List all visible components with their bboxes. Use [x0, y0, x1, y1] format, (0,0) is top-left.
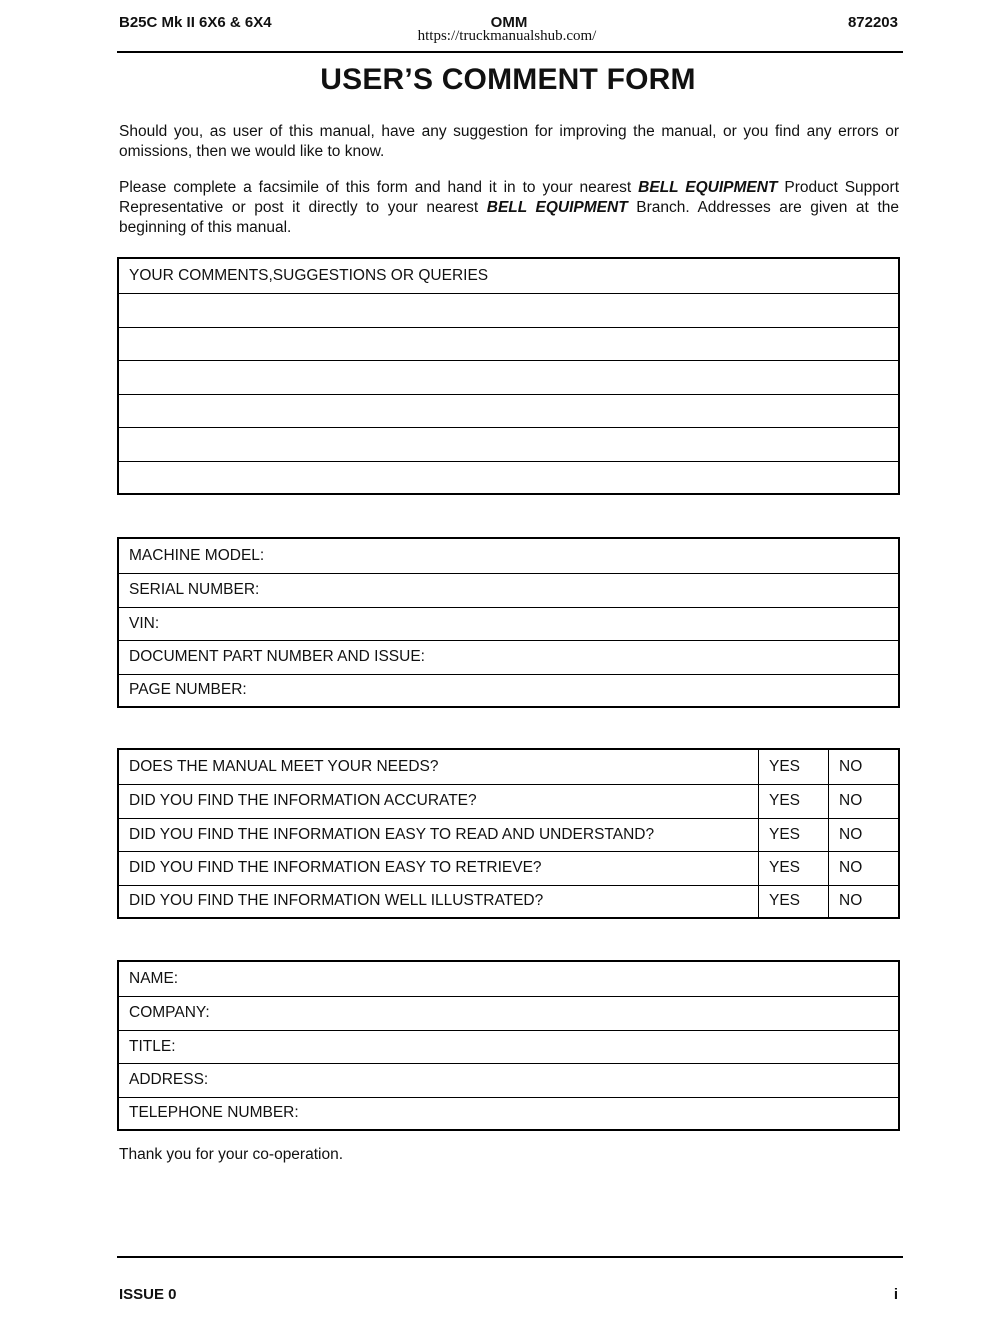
page-title: USER’S COMMENT FORM — [320, 63, 696, 96]
header-model: B25C Mk II 6X6 & 6X4 — [119, 14, 272, 31]
question-text: DID YOU FIND THE INFORMATION EASY TO RETRIEVE? — [129, 859, 542, 877]
question-row — [119, 818, 898, 852]
header-doc-number: 872203 — [847, 14, 898, 31]
brand-name: BELL EQUIPMENT — [486, 199, 628, 216]
yes-option[interactable]: YES — [758, 785, 828, 818]
yes-option[interactable]: YES — [758, 886, 828, 917]
yes-option[interactable]: YES — [758, 750, 828, 784]
feedback-questions-box — [117, 748, 900, 919]
name-field[interactable] — [119, 962, 898, 996]
comment-line[interactable] — [119, 394, 898, 428]
question-text: DOES THE MANUAL MEET YOUR NEEDS? — [129, 758, 439, 775]
question-row — [119, 851, 898, 885]
brand-name: BELL EQUIPMENT — [638, 179, 778, 196]
intro-paragraph-2 — [119, 178, 899, 238]
no-option[interactable]: NO — [828, 886, 898, 917]
vin-label: VIN: — [129, 614, 160, 632]
intro-text-start: Please complete a facsimile of this form and hand it in to your nearest — [119, 179, 632, 196]
telephone-label: TELEPHONE NUMBER: — [129, 1104, 299, 1121]
contact-details-box — [117, 960, 900, 1131]
question-text: DID YOU FIND THE INFORMATION ACCURATE? — [129, 792, 477, 810]
header-url[interactable]: https://truckmanualshub.com/ — [417, 28, 597, 44]
question-row — [119, 750, 898, 784]
comments-box — [117, 257, 900, 495]
serial-number-label: SERIAL NUMBER: — [129, 581, 260, 599]
page-number-field[interactable] — [119, 674, 898, 706]
address-field[interactable] — [119, 1063, 898, 1097]
document-part-number-field[interactable] — [119, 640, 898, 674]
footer-page-number: i — [893, 1286, 898, 1303]
header-doc-type: OMM — [490, 14, 528, 31]
machine-model-field[interactable] — [119, 539, 898, 573]
vin-field[interactable] — [119, 607, 898, 641]
yes-option[interactable]: YES — [758, 819, 828, 852]
company-label: COMPANY: — [129, 1004, 210, 1022]
comment-line[interactable] — [119, 293, 898, 327]
title-label: TITLE: — [129, 1037, 176, 1055]
page-number-label: PAGE NUMBER: — [129, 681, 247, 698]
yes-option[interactable]: YES — [758, 852, 828, 885]
address-label: ADDRESS: — [129, 1071, 209, 1089]
no-option[interactable]: NO — [828, 750, 898, 784]
company-field[interactable] — [119, 996, 898, 1030]
thank-you-note: Thank you for your co-operation. — [119, 1146, 344, 1163]
header-rule — [117, 51, 903, 53]
comments-heading-row — [119, 259, 898, 293]
comment-line[interactable] — [119, 360, 898, 394]
no-option[interactable]: NO — [828, 819, 898, 852]
question-text: DID YOU FIND THE INFORMATION WELL ILLUSTRATED? — [129, 892, 544, 909]
name-label: NAME: — [129, 970, 179, 987]
no-option[interactable]: NO — [828, 852, 898, 885]
footer-issue: ISSUE 0 — [119, 1286, 177, 1303]
serial-number-field[interactable] — [119, 573, 898, 607]
comments-heading: YOUR COMMENTS,SUGGESTIONS OR QUERIES — [129, 267, 489, 284]
comment-line[interactable] — [119, 327, 898, 361]
footer-rule — [117, 1256, 903, 1258]
title-field[interactable] — [119, 1030, 898, 1064]
machine-model-label: MACHINE MODEL: — [129, 547, 265, 564]
question-text: DID YOU FIND THE INFORMATION EASY TO READ AND UNDERSTAND? — [129, 825, 655, 843]
comment-line[interactable] — [119, 461, 898, 493]
no-option[interactable]: NO — [828, 785, 898, 818]
document-part-number-label: DOCUMENT PART NUMBER AND ISSUE: — [129, 648, 425, 666]
comment-line[interactable] — [119, 427, 898, 461]
question-row — [119, 885, 898, 917]
intro-text-end: Branch. Addresses are given at the beginning of this manual. — [119, 199, 900, 236]
intro-paragraph-1: Should you, as user of this manual, have any suggestion for improving the manual, or you find any errors or omissions, then we would like to know. — [119, 123, 899, 160]
intro-text-middle: Product Support Representative or post it directly to your nearest — [119, 179, 900, 216]
question-row — [119, 784, 898, 818]
machine-details-box — [117, 537, 900, 708]
telephone-field[interactable] — [119, 1097, 898, 1129]
